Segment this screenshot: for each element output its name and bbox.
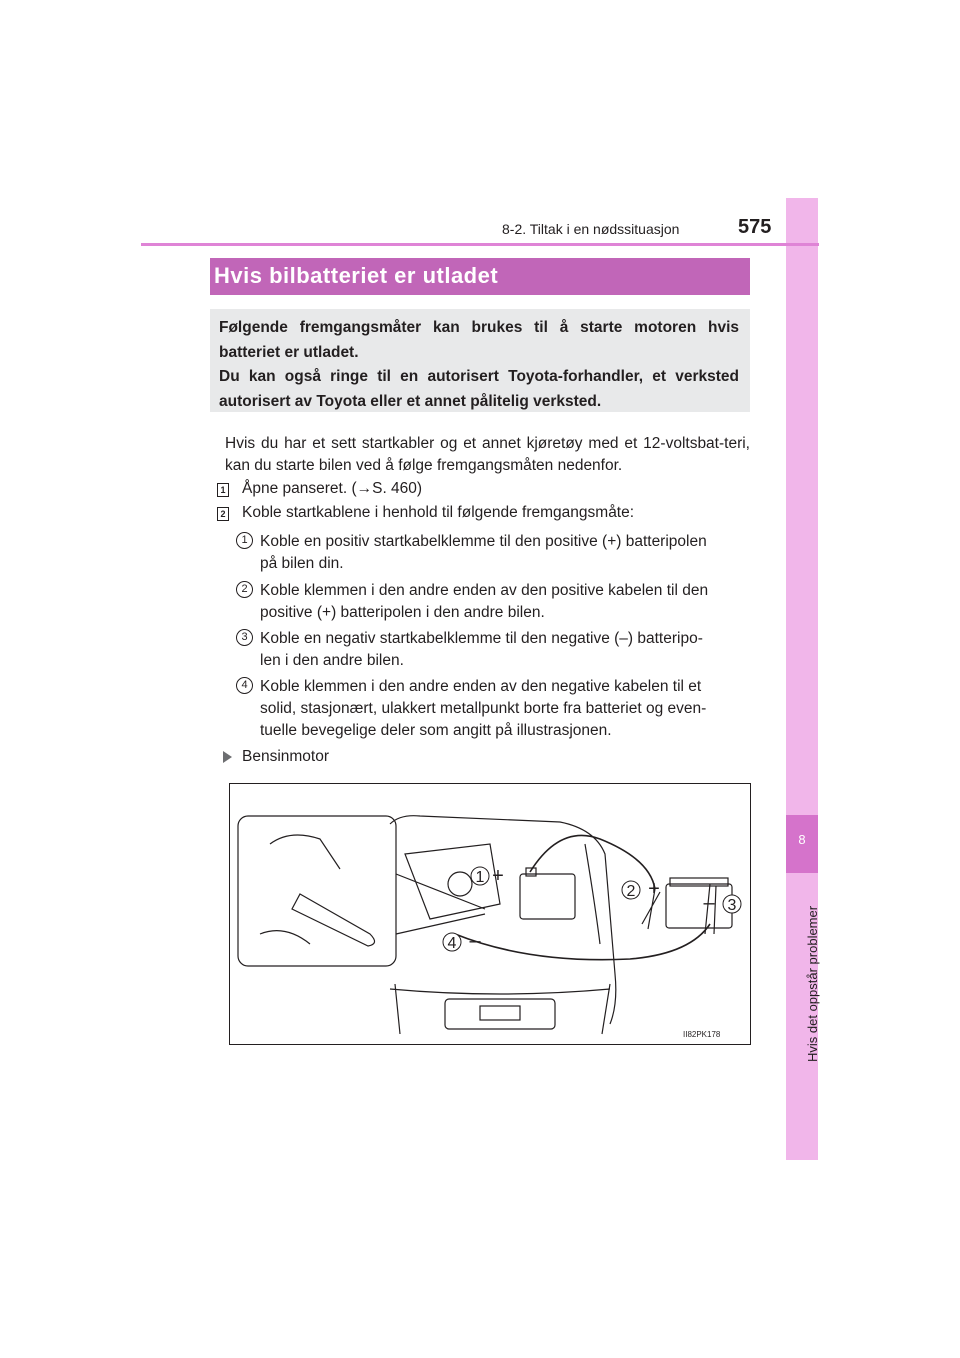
own-battery: [520, 874, 575, 919]
substep-2-line-1: Koble klemmen i den andre enden av den positive kabelen til den: [260, 582, 709, 599]
negative-cable: [455, 924, 710, 960]
figure-code: II82PK178: [683, 1030, 721, 1039]
figure-label-4: 4: [447, 935, 457, 952]
chapter-number: 8: [798, 832, 806, 847]
figure-label-2: 2: [626, 883, 636, 900]
inset-detail: [260, 835, 340, 944]
jump-start-illustration: [230, 784, 750, 1044]
figure-label-1: 1: [475, 869, 485, 886]
plus-sign-2: +: [648, 878, 660, 900]
substep-1-line-2: på bilen din.: [260, 555, 344, 572]
minus-sign-4: –: [469, 930, 481, 952]
substep-4-line-1: Koble klemmen i den andre enden av den negative kabelen til et: [260, 678, 702, 695]
substep-3-line-1: Koble en negativ startkabelklemme til den negative (–) batteripo-: [260, 630, 703, 647]
step-2-text: Koble startkablene i henhold til følgende fremgangsmåte:: [242, 504, 635, 521]
inset-clamp: [292, 894, 375, 946]
step-box-1: 1: [217, 483, 229, 497]
substep-circle-3: 3: [236, 629, 253, 646]
other-battery-top: [670, 878, 728, 886]
substep-circle-2: 2: [236, 581, 253, 598]
substep-1-line-1: Koble en positiv startkabelklemme til den positive (+) batteripolen: [260, 533, 707, 550]
substep-4-line-2: solid, stasjonært, ulakkert metallpunkt borte fra batteriet og even-: [260, 700, 707, 717]
variant-label: Bensinmotor: [242, 748, 330, 765]
substep-circle-1: 1: [236, 532, 253, 549]
substep-circle-4: 4: [236, 677, 253, 694]
plus-sign-1: +: [492, 865, 504, 887]
page-title: Hvis bilbatteriet er utladet: [214, 263, 499, 288]
lead-paragraph: Hvis du har et sett startkabler og et annet kjøretøy med et 12-voltsbat-teri, kan du starte bilen ved å følge fremgangsmåten nedenfor.: [225, 435, 750, 474]
page-number: 575: [738, 216, 772, 238]
hood-outline: [390, 816, 616, 1024]
grille-slot: [480, 1006, 520, 1020]
section-title: 8-2. Tiltak i en nødssituasjon: [502, 221, 680, 237]
cable-extra: [585, 844, 600, 944]
intro-line-2: Du kan også ringe til en autorisert Toyota-forhandler, et verksted autorisert av Toyota eller et annet pålitelig verksted.: [219, 368, 739, 410]
header-rule: [141, 243, 819, 246]
step-box-2: 2: [217, 507, 229, 521]
substep-4-line-3: tuelle bevegelige deler som angitt på illustrasjonen.: [260, 722, 612, 739]
minus-sign-3: –: [703, 892, 715, 914]
positive-cable: [530, 835, 655, 889]
other-battery: [666, 884, 732, 928]
figure-label-3: 3: [727, 897, 737, 914]
chapter-title: Hvis det oppstår problemer: [805, 905, 820, 1062]
intro-line-1: Følgende fremgangsmåter kan brukes til å starte motoren hvis batteriet er utladet.: [219, 319, 739, 361]
bumper-outline: [390, 984, 610, 1034]
intro-text: [219, 316, 739, 414]
illustration-frame: [229, 783, 751, 1045]
substep-2-line-2: positive (+) batteripolen i den andre bilen.: [260, 604, 545, 621]
step-1-text: Åpne panseret. (→S. 460): [242, 480, 423, 497]
substep-3-line-2: len i den andre bilen.: [260, 652, 404, 669]
triangle-bullet-icon: [223, 751, 232, 763]
engine-cap: [448, 872, 472, 896]
grille: [445, 999, 555, 1029]
